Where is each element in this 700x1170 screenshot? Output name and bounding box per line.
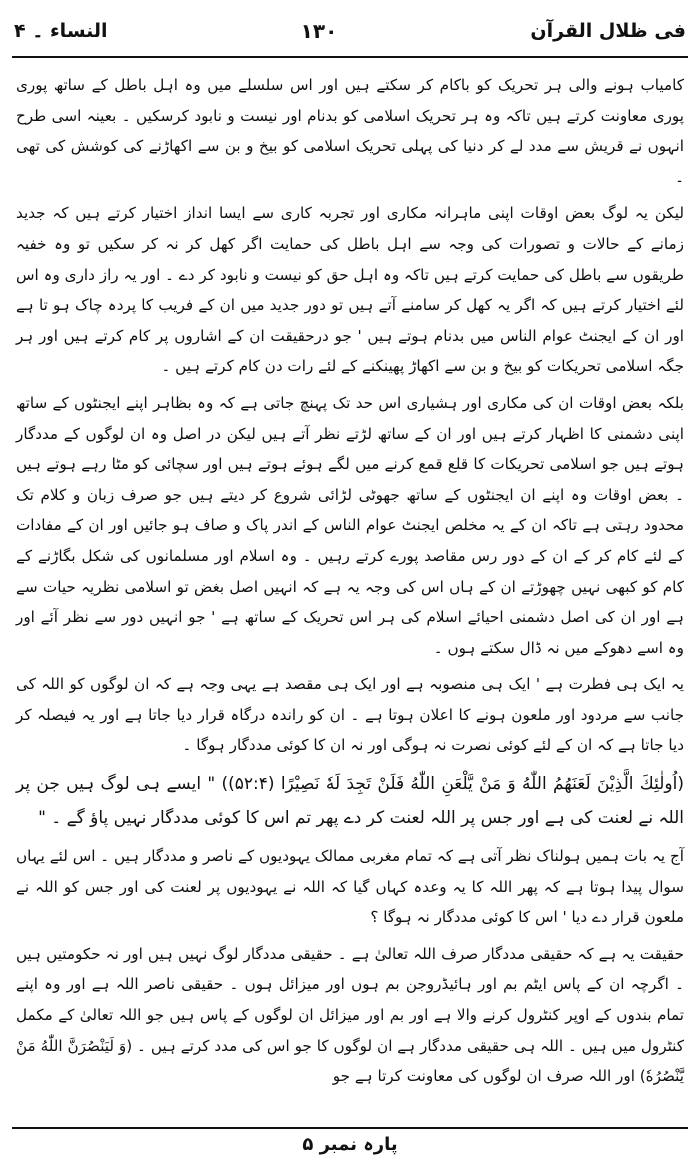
paragraph-6: حقیقت یہ ہے کہ حقیقی مددگار صرف اللہ تعالیٰ ہے ۔ حقیقی مددگار لوگ نہیں ہیں اور نہ حکومتیں ہیں ۔ اگرچہ ان کے پاس ایٹم بم اور ہائیڈروجن بم ہوں اور میزائل ہوں ۔ حقیقی ناصر اللہ ہے اور وہ اپنے تمام بندوں کے اوپر کنٹرول کرنے والا ہے اور بم اور میزائل ان لوگوں کے پاس ہیں جو اللہ تعالیٰ کے مکمل کنٹرول میں ہیں ۔ اللہ ہی حقیقی مددگار ہے ان لوگوں کا جو اس کی مدد کرتے ہیں ۔ (وَ لَيَنْصُرَنَّ اللّٰهُ مَنْ يَّنْصُرُهٗ) اور اللہ صرف ان لوگوں کی معاونت کرتا ہے جو — [16, 944, 684, 1086]
chapter-name: النساء ۔ ۴ — [14, 20, 108, 42]
paragraph-3: بلکہ بعض اوقات ان کی مکاری اور ہشیاری اس حد تک پہنچ جاتی ہے کہ وہ بظاہر اپنے ایجنٹوں کے ساتھ اپنی دشمنی کا اظہار کرتے ہیں اور ان کے ساتھ لڑتے نظر آتے ہیں لیکن در اصل وہ ان لوگوں کے مددگار ہوتے ہیں جو اسلامی تحریکات کا قلع قمع کرنے میں لگے ہوئے ہوتے ہیں اور سچائی کو مٹا رہے ہوتے ہیں ۔ بعض اوقات وہ اپنے ان ایجنٹوں کے ساتھ جھوٹی لڑائی شروع کر دیتے ہیں جو صرف زبان و کلام تک محدود رہتی ہے تاکہ ان کے یہ مخلص ایجنٹ عوام الناس کے اندر پاک و صاف ہو جائیں اور ان کے مفادات کے لئے کام کر کے ان کے دور رس مقاصد پورے کرتے رہیں ۔ وہ اسلام اور مسلمانوں کی شکل بگاڑنے کے کام کو کبھی نہیں چھوڑتے ان کے ہاں اس کی وجہ یہ ہے کہ انہیں اصل بغض تو اسلامی نظریہ حیات سے ہے اور ان کی اصل دشمنی احیائے اسلام کی ہر اس تحریک کے ساتھ ہے ' جو انہیں دور سے نظر آئے اور وہ اسے دھوکے میں نہ ڈال سکتے ہوں ۔ — [16, 393, 684, 657]
header-rule — [12, 56, 688, 58]
verse-translation: " ایسے ہی لوگ ہیں جن پر اللہ نے لعنت کی ہے اور جس پر اللہ لعنت کر دے پھر تم اس کا کوئی مددگار نہیں پاؤ گے ۔ " — [16, 774, 684, 829]
page-number: ۱۳۰ — [300, 19, 338, 43]
page-body — [16, 70, 684, 1120]
footer-rule — [12, 1127, 688, 1129]
page-footer — [0, 1134, 700, 1164]
juz-label: پارہ نمبر ۵ — [302, 1134, 398, 1155]
book-title: فی ظلال القرآن — [530, 20, 686, 42]
verse-arabic: (اُولٰئِكَ الَّذِيْنَ لَعَنَهُمُ اللّٰهُ وَ مَنْ يَّلْعَنِ اللّٰهُ فَلَنْ تَجِدَ لَهٗ نَصِيْرًا (۵۲:۴)) — [221, 774, 684, 795]
paragraph-4: یہ ایک ہی فطرت ہے ' ایک ہی منصوبہ ہے اور ایک ہی مقصد ہے یہی وجہ ہے کہ ان لوگوں کو اللہ کی جانب سے مردود اور ملعون ہونے کا اعلان ہوتا ہے ۔ ان کو راندہ درگاہ قرار دیا جاتا ہے اور یہ فیصلہ کر دیا جاتا ہے کہ ان کے لئے کوئی نصرت نہ ہوگی اور نہ ان کا کوئی مددگار ہوگا ۔ — [16, 675, 684, 755]
paragraph-2: لیکن یہ لوگ بعض اوقات اپنی ماہرانہ مکاری اور تجربہ کاری سے ایسا انداز اختیار کرتے ہیں کہ جدید زمانے کے حالات و تصورات کی وجہ سے اہل باطل کی حمایت اگر کھل کر نہ کر سکیں تو وہ خفیہ طریقوں سے باطل کی حمایت کرتے ہیں تاکہ وہ اہل حق کو نیست و نابود کر دے ۔ اور یہ راز داری وہ اس لئے اختیار کرتے ہیں کہ اگر یہ کھل کر سامنے آتے ہیں تو دور جدید میں ان کے فریب کا پردہ چاک ہو تا ہے اور ان کے ایجنٹ عوام الناس میں بدنام ہوتے ہیں ' جو درحقیقت ان کے اشاروں پر کام کرتے ہیں اور ہر جگہ اسلامی تحریکات کو بیخ و بن سے اکھاڑ پھینکنے کے لئے رات دن کام کرتے ہیں ۔ — [16, 204, 684, 376]
paragraph-5: آج یہ بات ہمیں ہولناک نظر آتی ہے کہ تمام مغربی ممالک یہودیوں کے ناصر و مددگار ہیں ۔ اس لئے یہاں سوال پیدا ہوتا ہے کہ پھر اللہ کا یہ وعدہ کہاں گیا کہ اللہ نے یہودیوں پر لعنت کی اور جس کو اللہ نے ملعون قرار دے دیا ' اس کا کوئی مددگار نہ ہوگا ؟ — [16, 847, 684, 927]
quran-verse — [16, 767, 684, 835]
page-header — [14, 8, 686, 54]
paragraph-1: کامیاب ہونے والی ہر تحریک کو باکام کر سکتے ہیں اور اس سلسلے میں وہ اہل باطل کے ساتھ پوری پوری معاونت کرتے ہیں تاکہ وہ ہر تحریک اسلامی کو بدنام اور نیست و نابود کرسکیں ۔ بعینہ اسی طرح انہوں نے قریش سے مدد لے کر دنیا کی پہلی تحریک اسلامی کو بیخ و بن سے اکھاڑنے کی کوشش کی تھی ۔ — [16, 76, 684, 186]
